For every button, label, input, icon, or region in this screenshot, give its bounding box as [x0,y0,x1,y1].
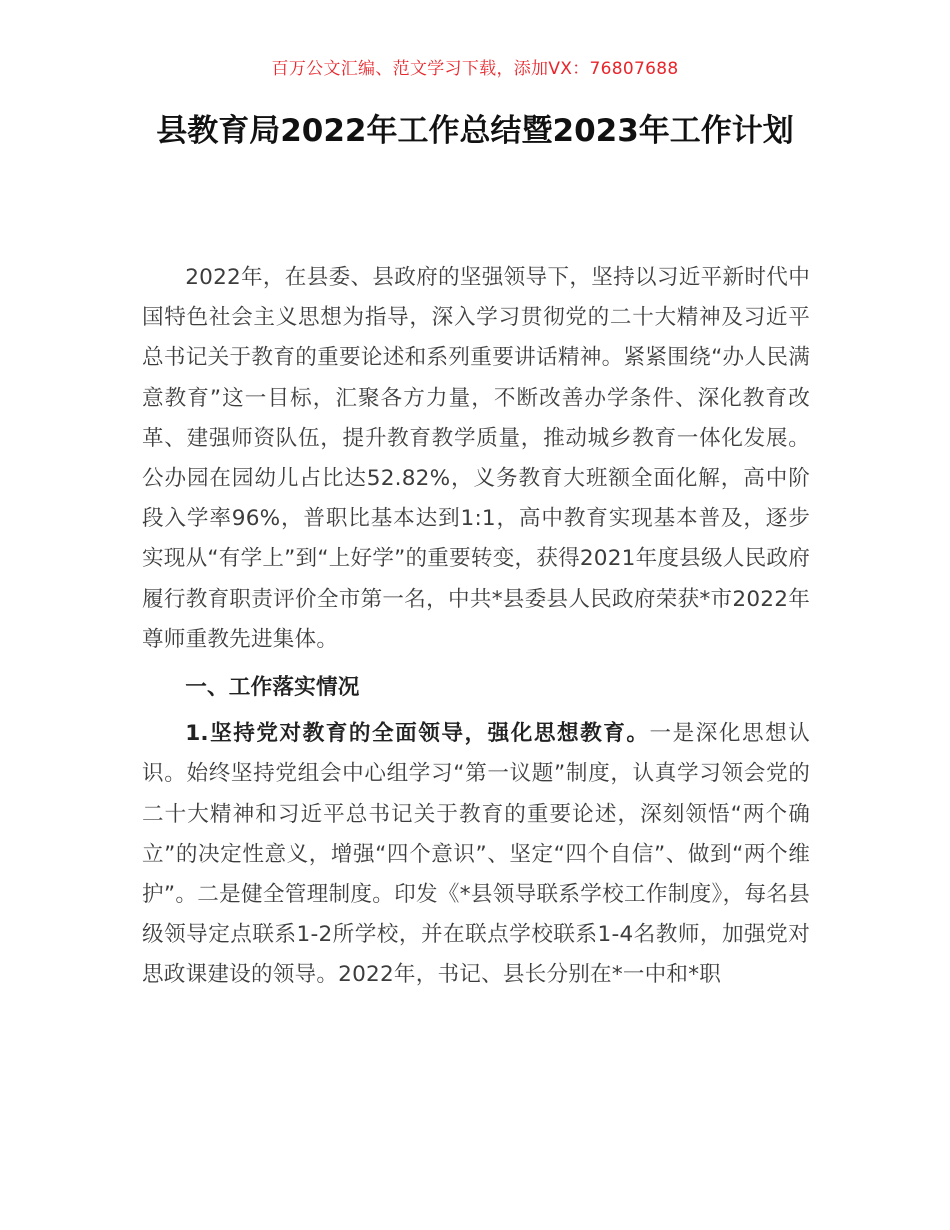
item-paragraph [142,714,810,995]
item-lead: 1.坚持党对教育的全面领导，强化思想教育。 [185,721,650,747]
section-heading: 一、工作落实情况 [185,675,360,701]
document-title: 县教育局2022年工作总结暨2023年工作计划 [156,113,794,149]
item-body: 一是深化思想认识。始终坚持党组会中心组学习“第一议题”制度，认真学习领会党的二十大精神和习近平总书记关于教育的重要论述，深刻领悟“两个确立”的决定性意义，增强“四个意识”、坚定“四个自信”、做到“两个维护”。二是健全管理制度。印发《*县领导联系学校工作制度》，每名县级领导定点联系1-2所学校，并在联点学校联系1-4名教师，加强党对思政课建设的领导。2022年，书记、县长分别在*一中和*职 [142,721,810,988]
intro-paragraph: 2022年，在县委、县政府的坚强领导下，坚持以习近平新时代中国特色社会主义思想为指导，深入学习贯彻党的二十大精神及习近平总书记关于教育的重要论述和系列重要讲话精神。紧紧围绕“办人民满意教育”这一目标，汇聚各方力量，不断改善办学条件、深化教育改革、建强师资队伍，提升教育教学质量，推动城乡教育一体化发展。公办园在园幼儿占比达52.82%，义务教育大班额全面化解，高中阶段入学率96%，普职比基本达到1:1，高中教育实现基本普及，逐步实现从“有学上”到“上好学”的重要转变，获得2021年度县级人民政府履行教育职责评价全市第一名，中共*县委县人民政府荣获*市2022年尊师重教先进集体。 [142,265,810,652]
watermark-header: 百万公文汇编、范文学习下载，添加VX：76807688 [271,59,679,79]
document-body [142,258,810,996]
